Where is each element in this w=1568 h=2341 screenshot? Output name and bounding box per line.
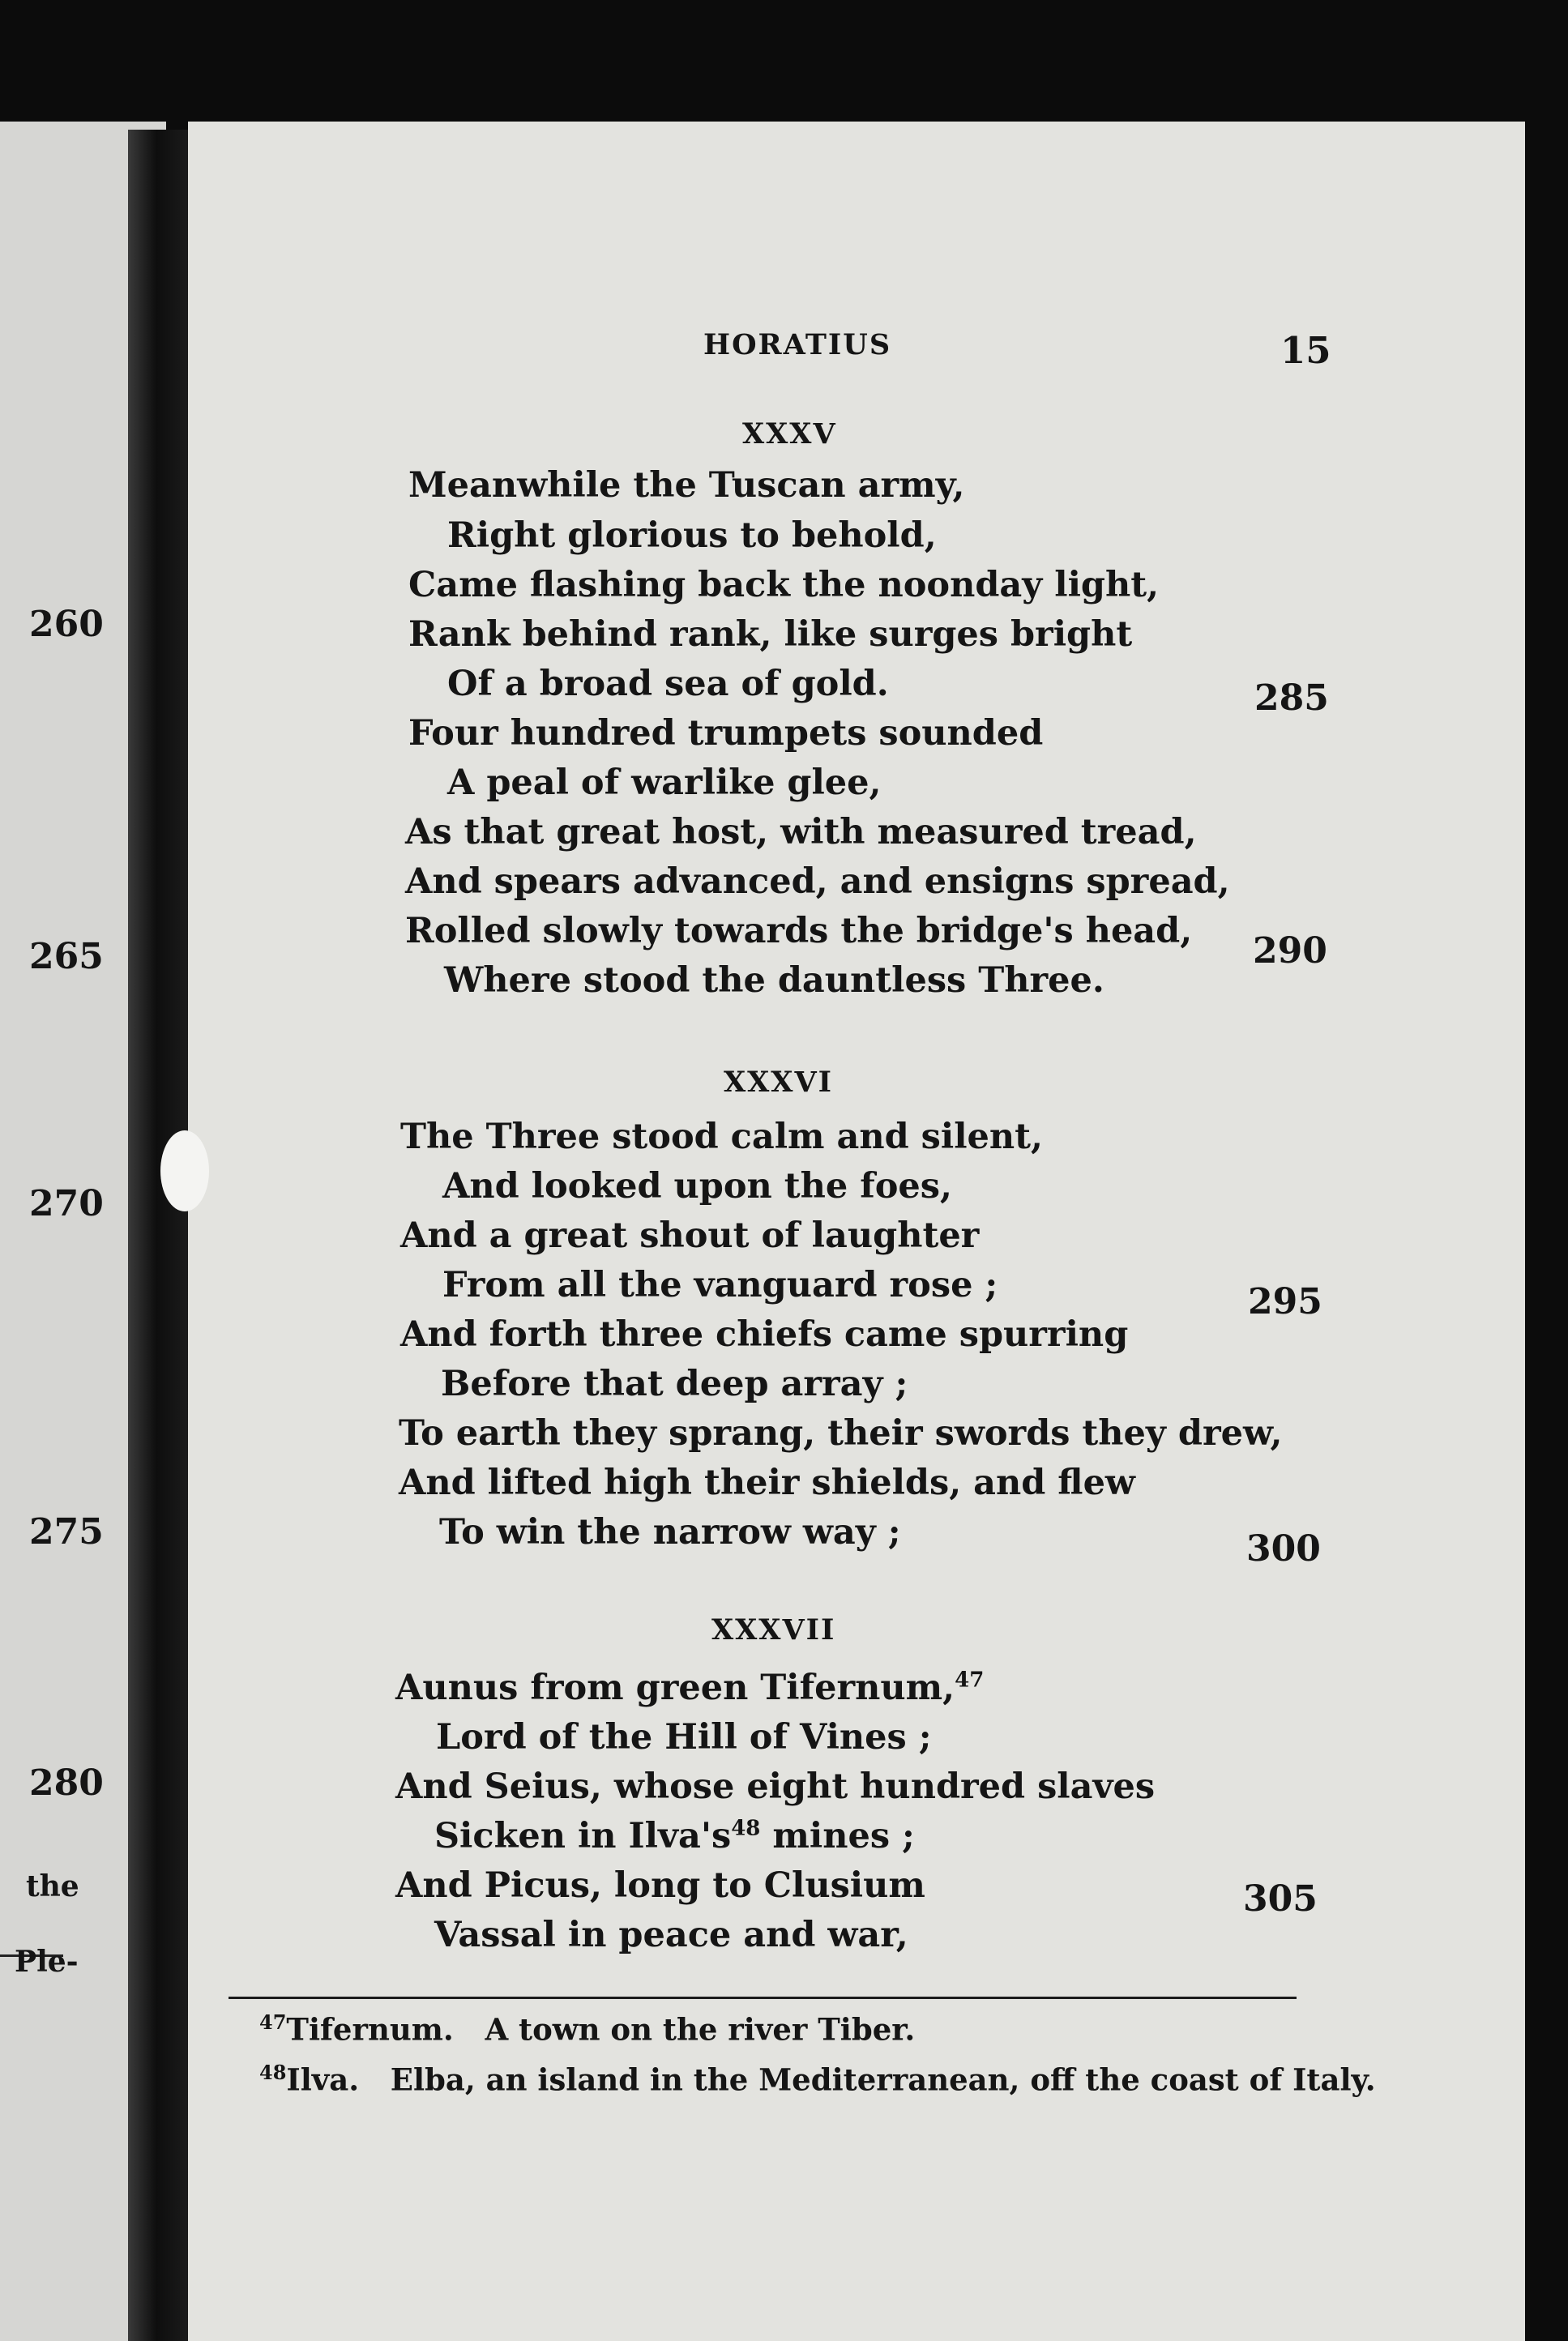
footnote-mark: 48 (731, 1816, 761, 1841)
facing-line-number: 265 (29, 936, 104, 977)
verse-line: Lord of the Hill of Vines ; (436, 1717, 932, 1758)
facing-line-number: 270 (29, 1183, 104, 1224)
verse-line: Right glorious to behold, (447, 515, 937, 556)
footnote (259, 2010, 916, 2048)
verse-line: The Three stood calm and silent, (400, 1117, 1044, 1157)
stanza-numeral: XXXVI (724, 1066, 833, 1099)
footnote-text: A town on the river Tiber. (485, 2011, 916, 2048)
footnote-term: Ilva. (286, 2061, 360, 2098)
verse-line: From all the vanguard rose ; (442, 1265, 998, 1305)
verse-line: And looked upon the foes, (442, 1166, 952, 1207)
book-spine-shadow (128, 130, 191, 2341)
verse-line: Aunus from green Tifernum,$^{47}$ (395, 1668, 985, 1708)
line-number: 300 (1246, 1528, 1321, 1570)
verse-line: Came flashing back the noonday light, (408, 565, 1160, 605)
scan-blemish (160, 1130, 209, 1211)
verse-line: As that great host, with measured tread, (405, 812, 1197, 852)
footnote-rule (229, 1997, 1297, 1999)
verse-line: And Seius, whose eight hundred slaves (395, 1766, 1156, 1807)
footnote-term: Tifernum. (286, 2011, 454, 2048)
facing-line-number: 260 (29, 604, 104, 645)
verse-line: Four hundred trumpets sounded (408, 713, 1044, 754)
line-number: 285 (1254, 677, 1329, 719)
page-number: 15 (1280, 329, 1331, 372)
running-title: HORATIUS (703, 328, 892, 361)
verse-line: To win the narrow way ; (439, 1512, 901, 1553)
footnote-mark: 47 (259, 2010, 287, 2034)
facing-line-number: 275 (29, 1511, 104, 1553)
verse-line: To earth they sprang, their swords they drew, (399, 1413, 1283, 1454)
verse-line: And spears advanced, and ensigns spread, (405, 861, 1230, 902)
line-number: 295 (1248, 1281, 1322, 1322)
facing-page-fragment: Ple- (15, 1945, 79, 1979)
verse-line: Of a broad sea of gold. (447, 664, 889, 704)
verse-line: Sicken in Ilva's$^{48}$ mines ; (434, 1816, 915, 1856)
facing-page-fragment: the (26, 1869, 79, 1903)
line-number: 305 (1243, 1878, 1318, 1920)
verse-line: Rolled slowly towards the bridge's head, (405, 911, 1193, 951)
verse-line: And lifted high their shields, and flew (399, 1463, 1135, 1503)
verse-line: Vassal in peace and war, (434, 1915, 908, 1955)
footnote-text: Elba, an island in the Mediterranean, off the coast of Italy. (390, 2061, 1376, 2098)
stanza-numeral: XXXVII (711, 1613, 836, 1647)
stanza-numeral: XXXV (742, 417, 837, 451)
footnote (259, 2061, 1376, 2098)
line-number: 290 (1253, 930, 1327, 972)
footnote-mark: 47 (955, 1668, 985, 1693)
verse-line: Before that deep array ; (441, 1364, 908, 1404)
footnote-mark: 48 (259, 2061, 287, 2084)
verse-line: And forth three chiefs came spurring (400, 1314, 1129, 1355)
verse-line: And a great shout of laughter (400, 1215, 980, 1256)
verse-line: Where stood the dauntless Three. (444, 960, 1104, 1001)
verse-line: And Picus, long to Clusium (395, 1865, 925, 1906)
facing-line-number: 280 (29, 1762, 104, 1804)
verse-line: Meanwhile the Tuscan army, (408, 465, 965, 506)
verse-line: Rank behind rank, like surges bright (408, 614, 1133, 655)
verse-line: A peal of warlike glee, (447, 763, 882, 803)
